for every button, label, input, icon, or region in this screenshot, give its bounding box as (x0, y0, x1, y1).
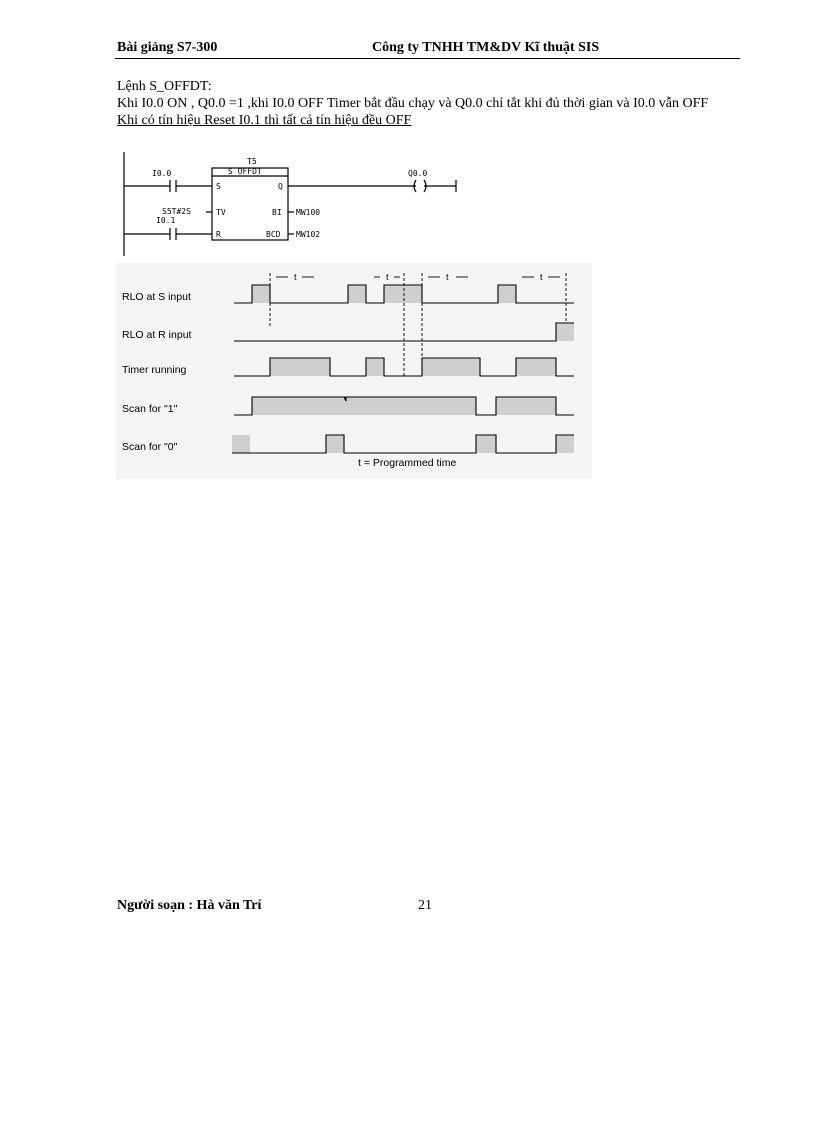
tv-value: S5T#2S (162, 207, 191, 216)
pin-tv: TV (216, 208, 226, 217)
contact-reset-label: I0.1 (156, 216, 176, 225)
label-rlo-s: RLO at S input (122, 291, 191, 303)
timer-name: T5 (247, 157, 257, 166)
reset-description: Khi có tín hiệu Reset I0.1 thì tất cả tín hiệu đều OFF (117, 113, 412, 128)
header-right: Công ty TNHH TM&DV Kĩ thuật SIS (372, 40, 600, 55)
t-mark-4: t (540, 272, 543, 282)
ladder-diagram (116, 146, 476, 263)
header-left: Bài giảng S7-300 (117, 40, 218, 55)
t-mark-1: t (294, 272, 297, 282)
block-title: S_OFFDT (228, 167, 262, 176)
instruction-title: Lệnh S_OFFDT: (117, 79, 212, 94)
contact-set-label: I0.0 (152, 169, 172, 178)
ladder-svg (116, 146, 476, 258)
page-number: 21 (418, 898, 432, 913)
header-rule (115, 58, 740, 59)
t-mark-3: t (446, 272, 449, 282)
pin-bcd: BCD (266, 230, 281, 239)
footer-author: Người soạn : Hà văn Trí (117, 898, 262, 913)
pin-s: S (216, 182, 221, 191)
timing-diagram (116, 263, 592, 484)
bi-output: MW100 (296, 208, 321, 217)
label-scan-1: Scan for "1" (122, 403, 178, 415)
legend-programmed-time: t = Programmed time (358, 457, 457, 469)
timing-svg (116, 263, 592, 479)
coil-label: Q0.0 (408, 169, 428, 178)
instruction-description: Khi I0.0 ON , Q0.0 =1 ,khi I0.0 OFF Timer bắt đầu chạy và Q0.0 chỉ tắt khi đủ thời gian và I0.0 vẫn OFF (117, 96, 709, 111)
label-rlo-r: RLO at R input (122, 329, 192, 341)
pin-bi: BI (272, 208, 282, 217)
pin-q: Q (278, 182, 283, 191)
pin-r: R (216, 230, 221, 239)
t-mark-2: t (386, 272, 389, 282)
label-scan-0: Scan for "0" (122, 441, 178, 453)
label-timer-running: Timer running (122, 364, 187, 376)
content-text (117, 78, 757, 129)
bcd-output: MW102 (296, 230, 321, 239)
